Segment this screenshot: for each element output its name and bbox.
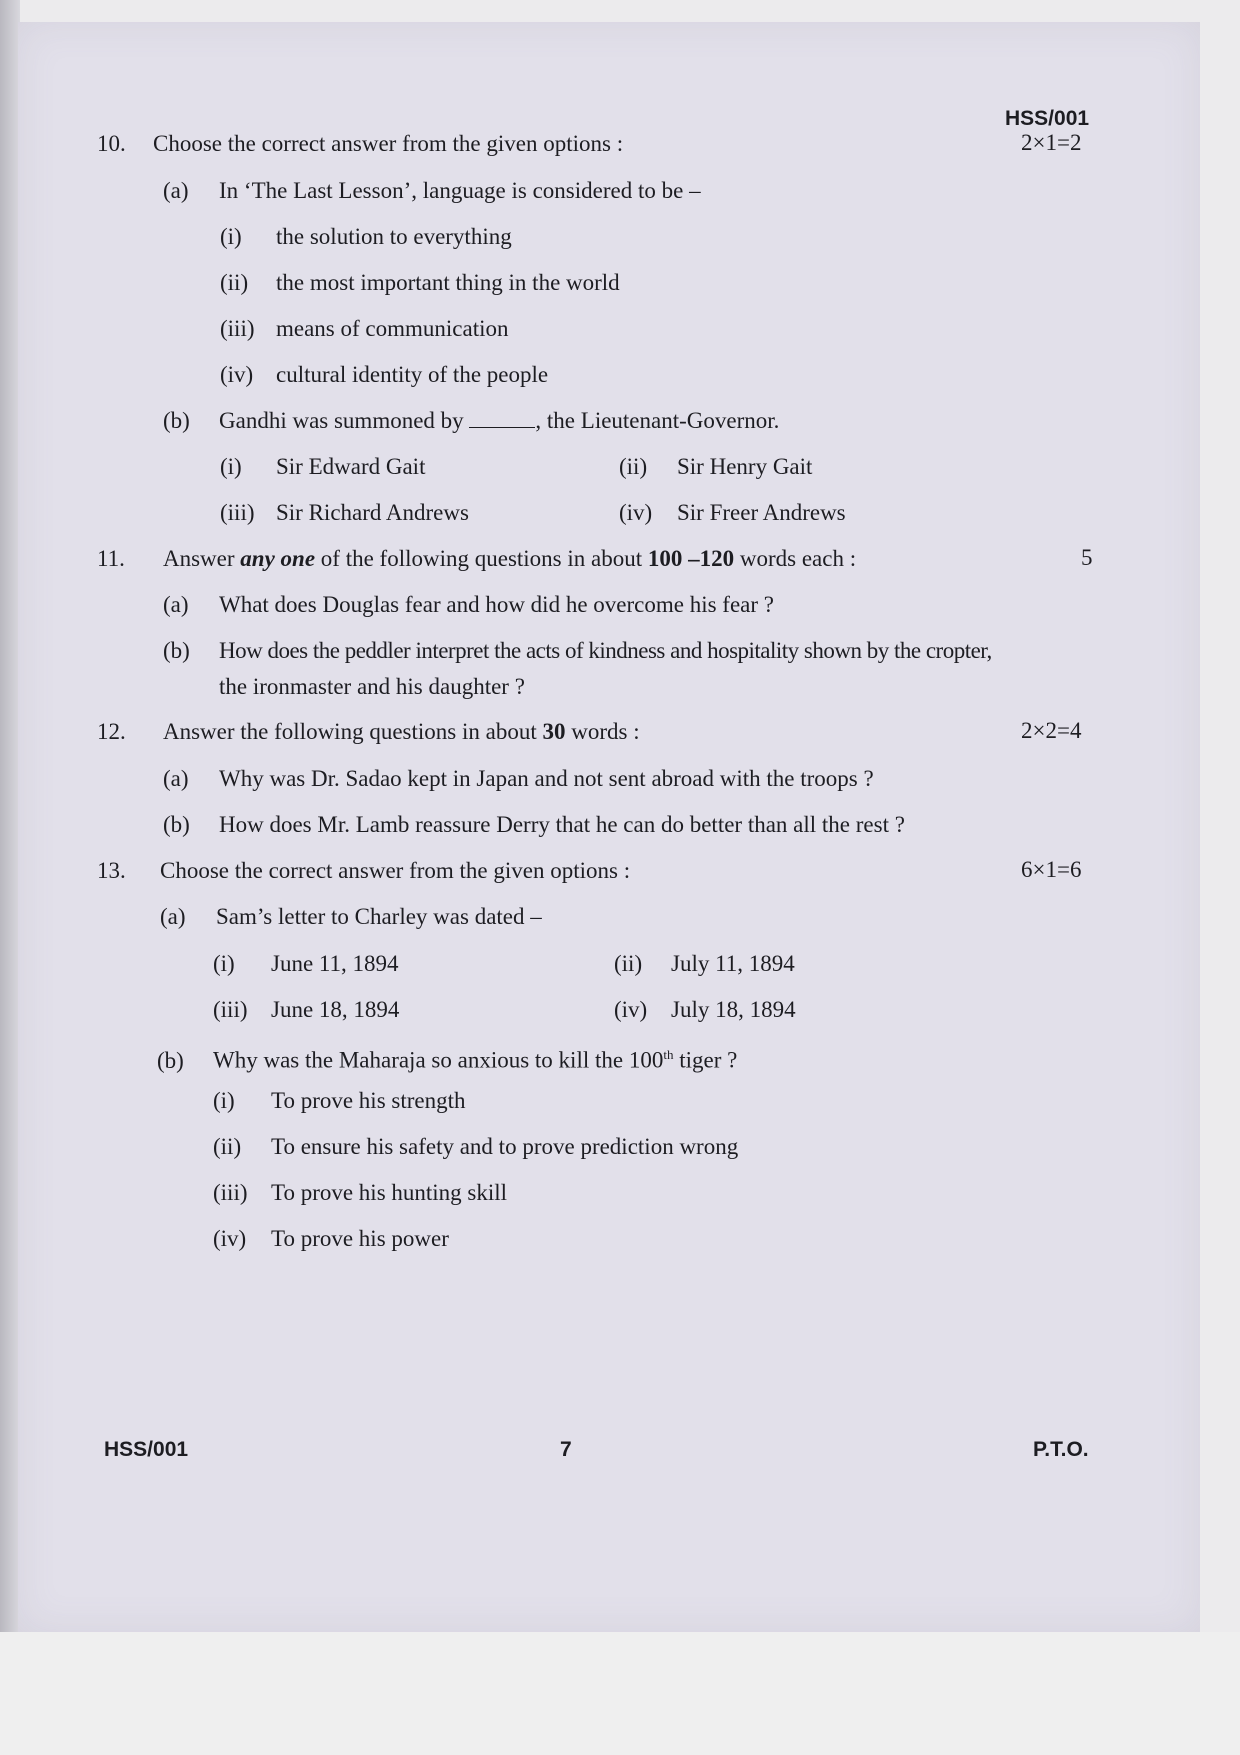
- sub-label: (b): [163, 812, 190, 837]
- emphasis: any one: [240, 546, 316, 571]
- option: [220, 453, 425, 481]
- question-number: 12.: [97, 719, 126, 744]
- option-text: the solution to everything: [276, 224, 512, 249]
- sub-label: (b): [163, 638, 190, 663]
- question-13: [97, 857, 630, 885]
- question-text: Choose the correct answer from the given options :: [153, 131, 624, 156]
- scan-bottom-margin: [0, 1632, 1240, 1755]
- question-11b: [163, 637, 992, 665]
- option-text: Sir Henry Gait: [677, 454, 813, 479]
- sub-label: (a): [163, 766, 189, 791]
- option-text: To prove his strength: [271, 1088, 466, 1113]
- option: [213, 950, 399, 978]
- scan-left-edge: [0, 0, 20, 1755]
- question-text: of the following questions in about: [320, 546, 643, 571]
- option: [220, 315, 509, 343]
- option: [213, 1133, 738, 1161]
- sub-label: (a): [163, 178, 189, 203]
- option-text: means of communication: [276, 316, 509, 341]
- option-label: (iv): [619, 500, 653, 525]
- option-text: cultural identity of the people: [276, 362, 549, 387]
- question-text: Choose the correct answer from the given options :: [160, 858, 631, 883]
- question-text: words :: [571, 719, 640, 744]
- marks-q13: 6×1=6: [1021, 857, 1082, 882]
- option: [220, 499, 469, 527]
- option-text: July 18, 1894: [671, 997, 796, 1022]
- question-12b: [163, 811, 905, 839]
- option-label: (iv): [213, 1226, 247, 1251]
- option-label: (iii): [213, 997, 248, 1022]
- option-label: (iii): [220, 316, 255, 341]
- marks-q12: 2×2=4: [1021, 718, 1082, 743]
- sub-question-text-end: tiger ?: [673, 1047, 738, 1073]
- option-label: (ii): [619, 454, 648, 479]
- sub-question-text: Why was Dr. Sadao kept in Japan and not sent abroad with the troops ?: [219, 766, 874, 791]
- question-11: [97, 545, 856, 573]
- marks-q10: 2×1=2: [1021, 130, 1082, 155]
- sub-question-text: Sam’s letter to Charley was dated –: [216, 904, 542, 929]
- option-text: To prove his hunting skill: [271, 1180, 508, 1205]
- question-text: words each :: [739, 546, 857, 571]
- sub-question-text: How does the peddler interpret the acts of kindness and hospitality shown by the cropter,: [219, 638, 992, 663]
- option: [619, 453, 812, 481]
- option-text: To prove his power: [271, 1226, 449, 1251]
- sub-label: (a): [160, 904, 186, 929]
- option: [213, 1225, 449, 1253]
- option-label: (iv): [220, 362, 254, 387]
- option-text: the most important thing in the world: [276, 270, 620, 295]
- question-10b: [163, 407, 779, 435]
- question-number: 11.: [97, 546, 125, 571]
- question-12: [97, 718, 640, 746]
- question-11a: [163, 591, 774, 619]
- option: [213, 1087, 466, 1115]
- please-turn-over: P.T.O.: [1033, 1438, 1089, 1461]
- option: [220, 361, 548, 389]
- page-number: 7: [560, 1438, 572, 1461]
- option-text: To ensure his safety and to prove prediction wrong: [271, 1134, 739, 1159]
- question-13a: [160, 903, 542, 931]
- option: [614, 950, 795, 978]
- option-label: (iii): [213, 1180, 248, 1205]
- option: [220, 223, 512, 251]
- question-number: 10.: [97, 131, 126, 156]
- option-label: (i): [213, 1088, 235, 1113]
- option: [614, 996, 796, 1024]
- sub-question-text: How does Mr. Lamb reassure Derry that he can do better than all the rest ?: [219, 812, 905, 837]
- sub-question-text-end: , the Lieutenant-Governor.: [535, 408, 780, 433]
- question-11b-continued: the ironmaster and his daughter ?: [219, 674, 525, 699]
- option-label: (i): [220, 224, 242, 249]
- superscript: th: [663, 1047, 674, 1062]
- question-10: [97, 130, 623, 158]
- sub-label: (a): [163, 592, 189, 617]
- question-text: Answer the following questions in about: [163, 719, 537, 744]
- sub-question-text: What does Douglas fear and how did he overcome his fear ?: [219, 592, 774, 617]
- paper-code-header: HSS/001: [1005, 107, 1090, 130]
- option-text: June 11, 1894: [271, 951, 399, 976]
- sub-label: (b): [163, 408, 190, 433]
- option: [220, 269, 620, 297]
- footer-paper-code: HSS/001: [104, 1438, 189, 1461]
- option-text: June 18, 1894: [271, 997, 400, 1022]
- sub-label: (b): [157, 1047, 184, 1073]
- sub-question-text: Why was the Maharaja so anxious to kill the 100: [213, 1047, 664, 1073]
- option: [619, 499, 846, 527]
- option-text: Sir Edward Gait: [276, 454, 426, 479]
- option: [213, 996, 399, 1024]
- option-label: (iv): [614, 997, 648, 1022]
- option-label: (ii): [220, 270, 249, 295]
- sub-question-text: Gandhi was summoned by: [219, 408, 464, 433]
- sub-question-text: In ‘The Last Lesson’, language is considered to be –: [219, 178, 701, 203]
- option-label: (ii): [614, 951, 643, 976]
- question-13b: [157, 1041, 737, 1075]
- question-text: Answer: [163, 546, 235, 571]
- option-text: July 11, 1894: [671, 951, 795, 976]
- answer-blank: [469, 411, 535, 428]
- question-12a: [163, 765, 874, 793]
- option-label: (i): [213, 951, 235, 976]
- option-text: Sir Richard Andrews: [276, 500, 469, 525]
- question-10a: [163, 177, 701, 205]
- option-label: (ii): [213, 1134, 242, 1159]
- marks-q11: 5: [1081, 545, 1093, 570]
- option-text: Sir Freer Andrews: [677, 500, 846, 525]
- option-label: (iii): [220, 500, 255, 525]
- option: [213, 1179, 507, 1207]
- option-label: (i): [220, 454, 242, 479]
- word-limit: 30: [542, 719, 566, 744]
- word-limit: 100 –120: [647, 546, 735, 571]
- question-number: 13.: [97, 858, 126, 883]
